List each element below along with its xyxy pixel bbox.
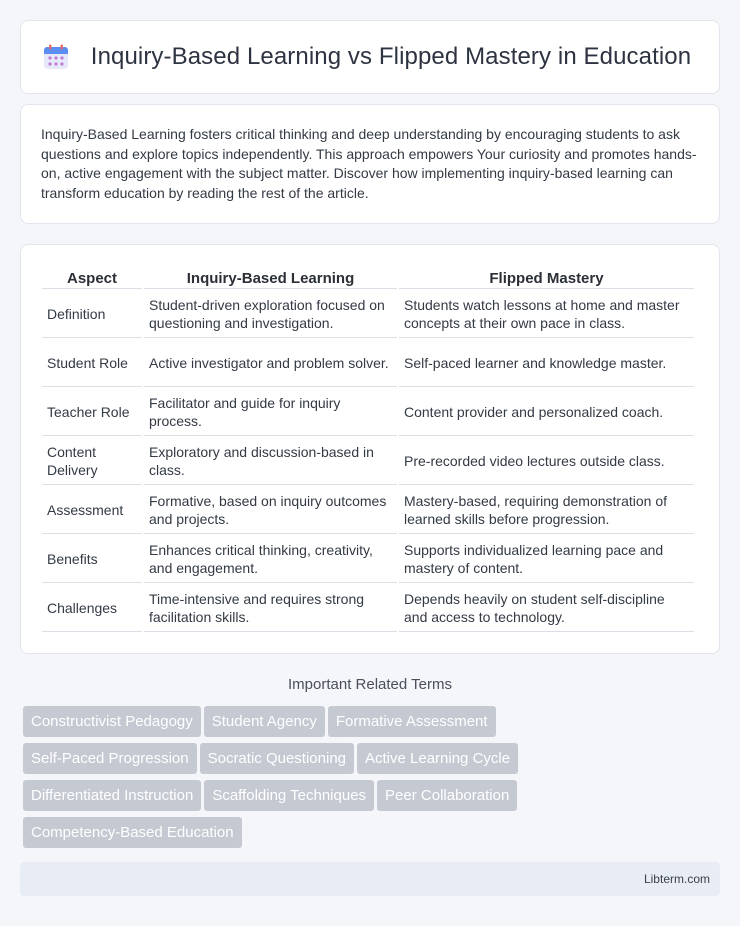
related-term-tag[interactable]: Constructivist Pedagogy xyxy=(23,706,201,737)
aspect-cell: Assessment xyxy=(42,487,142,534)
flipped-cell: Pre-recorded video lectures outside class. xyxy=(399,438,694,485)
flipped-cell: Depends heavily on student self-discipline and access to technology. xyxy=(399,585,694,632)
aspect-cell: Content Delivery xyxy=(42,438,142,485)
inquiry-cell: Exploratory and discussion-based in class. xyxy=(144,438,397,485)
related-term-tag[interactable]: Active Learning Cycle xyxy=(357,743,518,774)
table-row xyxy=(42,340,694,387)
related-term-tag[interactable]: Formative Assessment xyxy=(328,706,496,737)
table-row xyxy=(42,536,694,583)
flipped-cell: Mastery-based, requiring demonstration of learned skills before progression. xyxy=(399,487,694,534)
aspect-cell: Benefits xyxy=(42,536,142,583)
table-row xyxy=(42,438,694,485)
intro-text: Inquiry-Based Learning fosters critical thinking and deep understanding by encouraging students to ask questions and explore topics independently. This approach empowers Your curiosity and promotes hands-on, active engagement with the subject matter. Discover how implementing inquiry-based learning can transform education by reading the rest of the article. xyxy=(41,126,697,201)
inquiry-cell: Student-driven exploration focused on questioning and investigation. xyxy=(144,291,397,338)
table-row xyxy=(42,291,694,338)
table-row xyxy=(42,585,694,632)
related-terms-list xyxy=(23,706,723,854)
header-flipped-mastery: Flipped Mastery xyxy=(399,265,694,289)
aspect-cell: Challenges xyxy=(42,585,142,632)
comparison-card xyxy=(20,244,720,654)
related-term-tag[interactable]: Socratic Questioning xyxy=(200,743,354,774)
related-term-tag[interactable]: Self-Paced Progression xyxy=(23,743,197,774)
related-term-tag[interactable]: Peer Collaboration xyxy=(377,780,517,811)
calendar-icon xyxy=(43,44,69,70)
comparison-table xyxy=(40,263,696,634)
header-inquiry-based-learning: Inquiry-Based Learning xyxy=(144,265,397,289)
aspect-cell: Definition xyxy=(42,291,142,338)
aspect-cell: Student Role xyxy=(42,340,142,387)
inquiry-cell: Time-intensive and requires strong facilitation skills. xyxy=(144,585,397,632)
table-row xyxy=(42,389,694,436)
flipped-cell: Content provider and personalized coach. xyxy=(399,389,694,436)
inquiry-cell: Active investigator and problem solver. xyxy=(144,340,397,387)
aspect-cell: Teacher Role xyxy=(42,389,142,436)
inquiry-cell: Facilitator and guide for inquiry process. xyxy=(144,389,397,436)
flipped-cell: Supports individualized learning pace and mastery of content. xyxy=(399,536,694,583)
related-term-tag[interactable]: Scaffolding Techniques xyxy=(204,780,374,811)
header-card xyxy=(20,20,720,94)
related-terms-heading: Important Related Terms xyxy=(288,676,452,693)
related-term-tag[interactable]: Student Agency xyxy=(204,706,325,737)
related-term-tag[interactable]: Differentiated Instruction xyxy=(23,780,201,811)
table-header-row xyxy=(42,265,694,289)
footer xyxy=(20,862,720,896)
inquiry-cell: Enhances critical thinking, creativity, and engagement. xyxy=(144,536,397,583)
page-title: Inquiry-Based Learning vs Flipped Mastery in Education xyxy=(90,43,692,70)
intro-card xyxy=(20,104,720,224)
table-row xyxy=(42,487,694,534)
related-term-tag[interactable]: Competency-Based Education xyxy=(23,817,242,848)
inquiry-cell: Formative, based on inquiry outcomes and projects. xyxy=(144,487,397,534)
flipped-cell: Students watch lessons at home and master concepts at their own pace in class. xyxy=(399,291,694,338)
flipped-cell: Self-paced learner and knowledge master. xyxy=(399,340,694,387)
footer-site-link[interactable]: Libterm.com xyxy=(643,872,710,886)
header-aspect: Aspect xyxy=(42,265,142,289)
